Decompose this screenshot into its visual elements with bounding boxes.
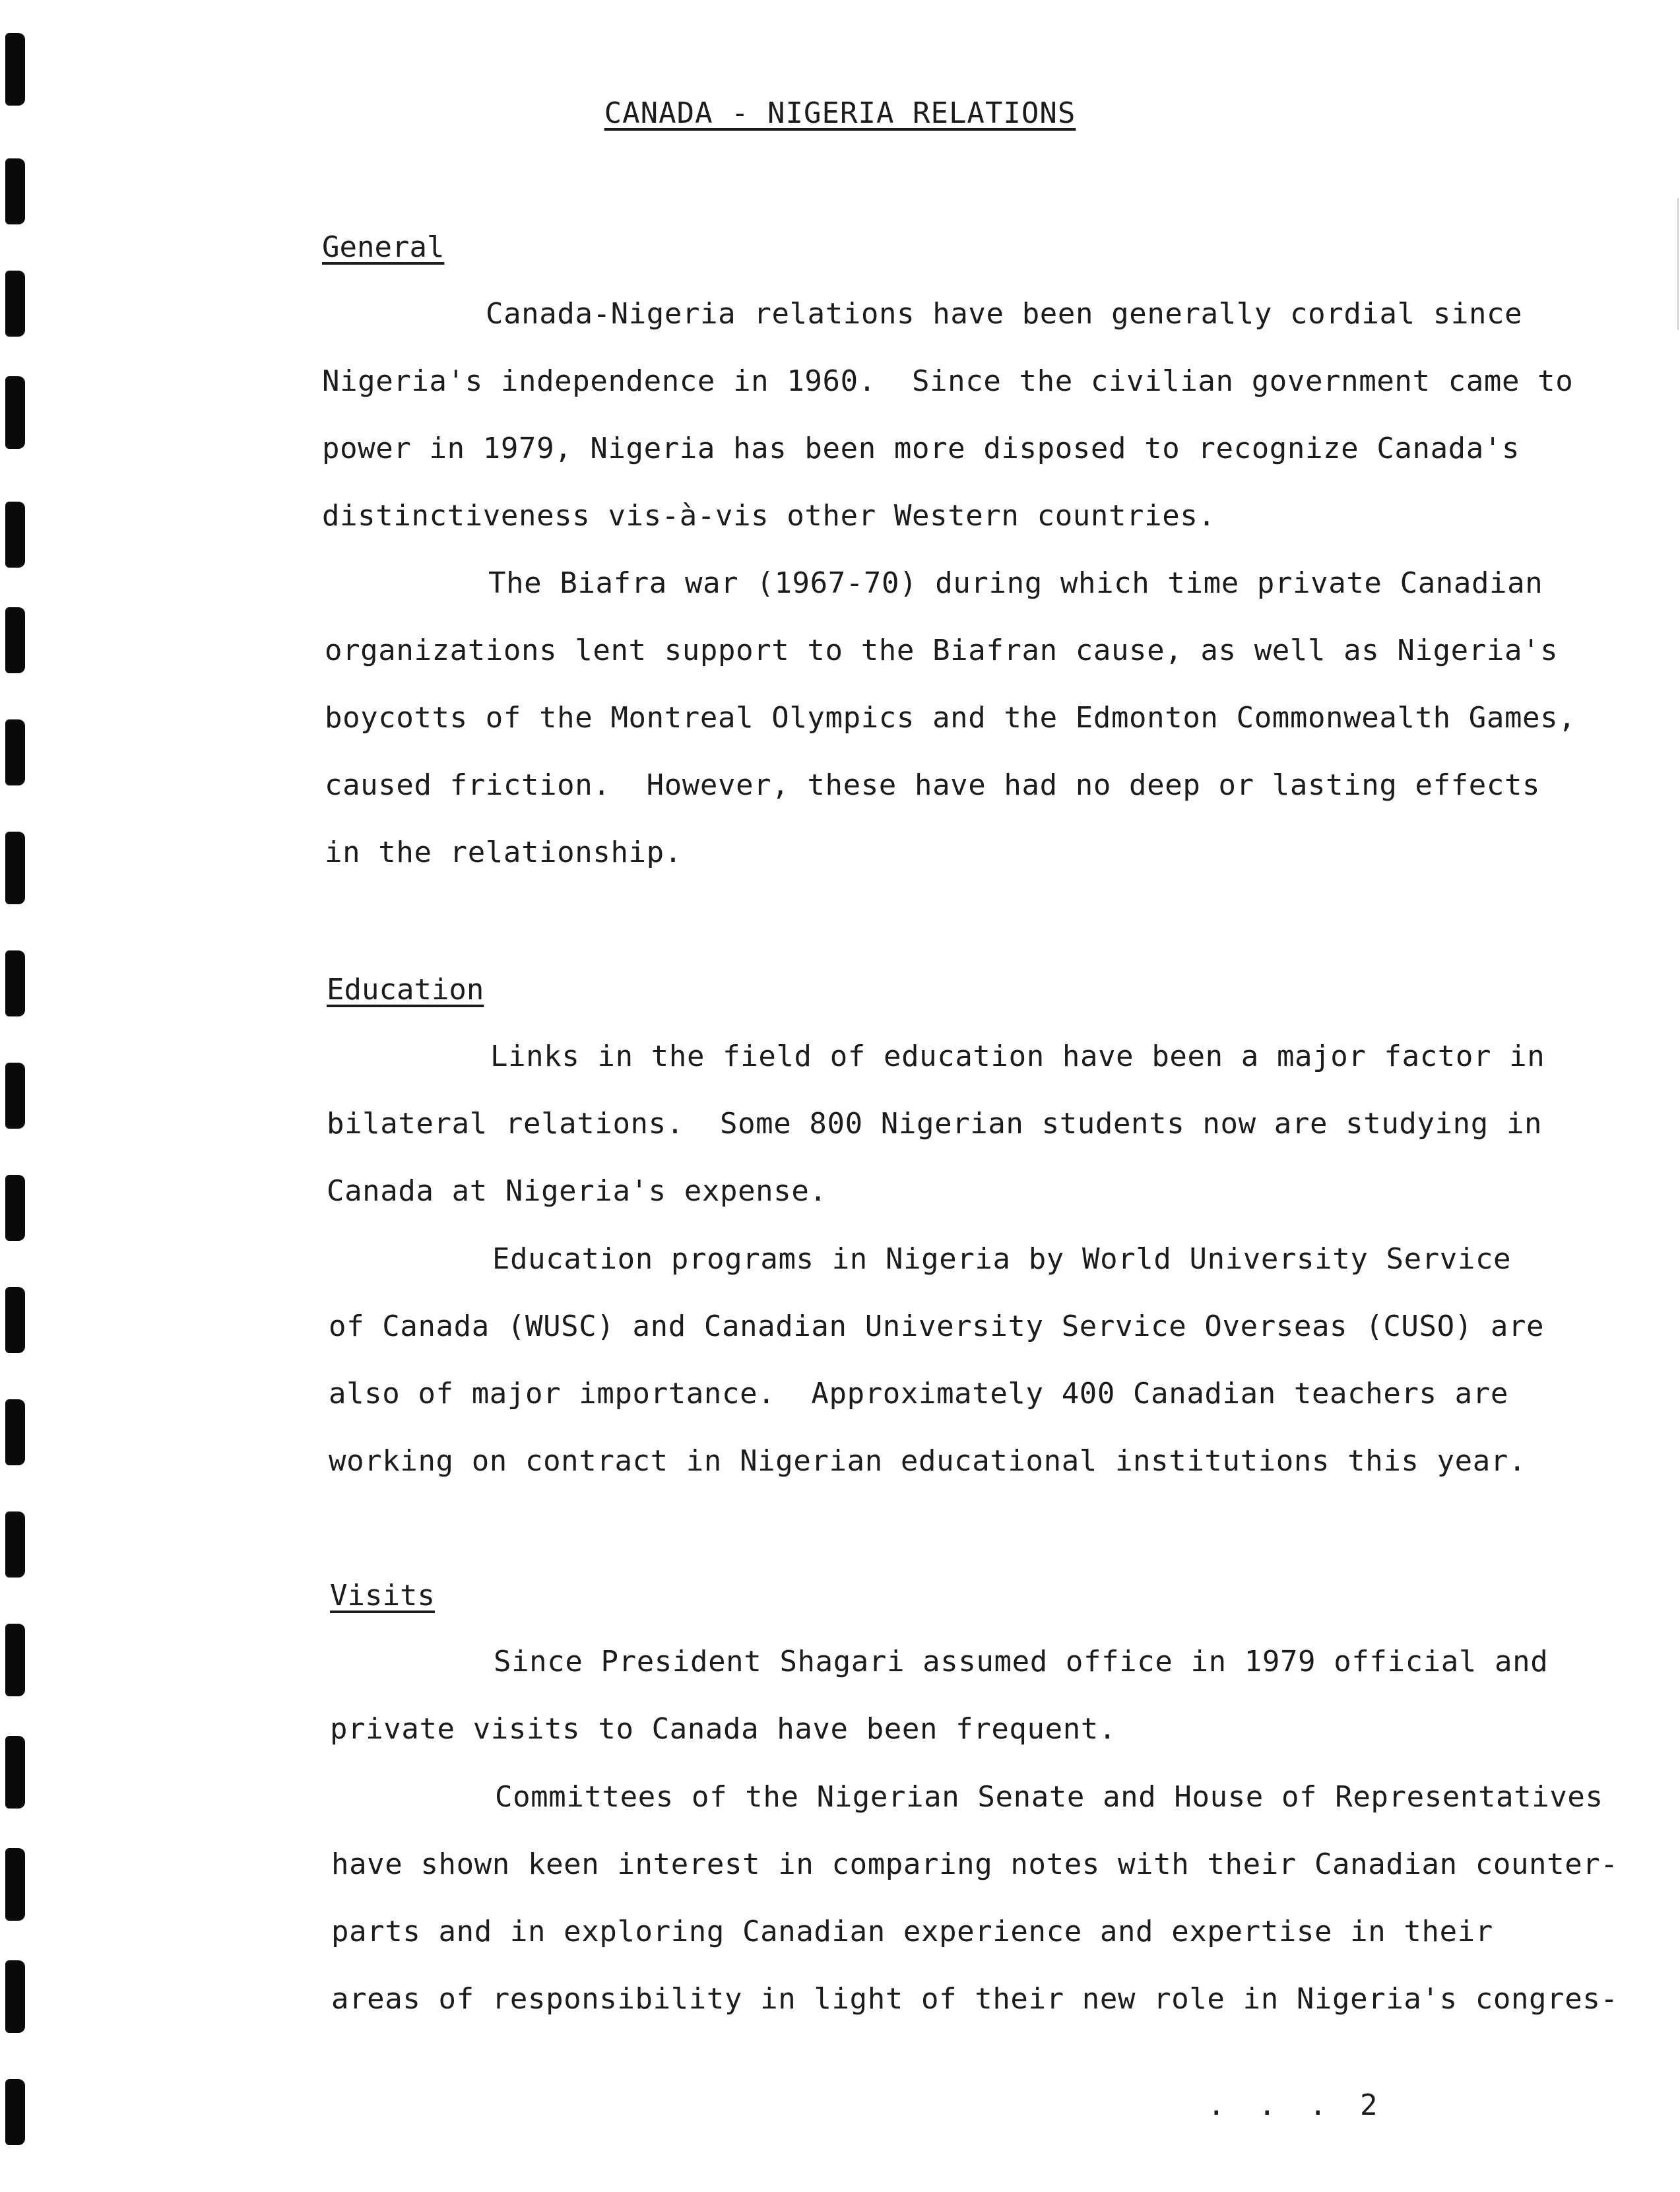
paragraph-line: also of major importance. Approximately 400 Canadian teachers are [329,1377,1508,1411]
section-heading-visits: Visits [330,1579,435,1612]
paragraph-line: Nigeria's independence in 1960. Since the civilian government came to [322,364,1574,398]
paragraph [327,1023,1545,1225]
paragraph-line: caused friction. However, these have had no deep or lasting effects [325,768,1541,802]
punch-hole [5,1624,25,1696]
paragraph-line: Canada at Nigeria's expense. [327,1174,827,1208]
punch-hole [5,1960,25,2033]
paragraph-line: Canada-Nigeria relations have been generally cordial since [486,297,1523,331]
punch-hole [5,1287,25,1353]
page-continuation-indicator: . . . 2 [1208,2088,1386,2122]
paragraph-line: bilateral relations. Some 800 Nigerian students now are studying in [327,1107,1543,1141]
punch-hole [5,1736,25,1809]
paragraph-line: The Biafra war (1967-70) during which time private Canadian [488,566,1543,600]
punch-hole [5,719,25,785]
paragraph-line: Links in the field of education have been a major factor in [490,1040,1545,1073]
paragraph-line: have shown keen interest in comparing notes with their Canadian counter- [331,1847,1619,1881]
page-edge-mark [1677,198,1679,330]
paragraph-line: private visits to Canada have been frequent. [330,1712,1116,1746]
paragraph-line: of Canada (WUSC) and Canadian University Service Overseas (CUSO) are [329,1310,1545,1343]
paragraph [329,1226,1544,1495]
section-heading-general: General [322,230,445,264]
paragraph-line: Education programs in Nigeria by World University Service [492,1242,1512,1276]
punch-hole [5,2079,25,2145]
paragraph-line: in the relationship. [325,836,682,869]
punch-hole [5,1175,25,1241]
paragraph-line: working on contract in Nigerian educational institutions this year. [329,1444,1527,1478]
paragraph [325,550,1576,886]
punch-hole [5,1399,25,1465]
paragraph [330,1628,1548,1763]
paragraph [322,281,1573,550]
section-heading-education: Education [327,973,484,1007]
paragraph-line: Since President Shagari assumed office in 1979 official and [494,1645,1549,1678]
punch-hole [5,607,25,673]
paragraph-line: power in 1979, Nigeria has been more disposed to recognize Canada's [322,432,1520,465]
paragraph-line: parts and in exploring Canadian experience and expertise in their [331,1915,1493,1948]
punch-hole [5,950,25,1016]
document-title: CANADA - NIGERIA RELATIONS [604,96,1076,130]
punch-hole [5,1511,25,1578]
paragraph-line: areas of responsibility in light of their new role in Nigeria's congres- [331,1982,1619,2016]
punch-hole [5,376,25,449]
punch-hole [5,158,25,224]
punch-hole [5,1063,25,1129]
punch-hole [5,271,25,337]
punch-hole [5,832,25,904]
paragraph [331,1764,1619,2033]
punch-hole [5,502,25,568]
punch-hole [5,1848,25,1921]
paragraph-line: Committees of the Nigerian Senate and House of Representatives [495,1780,1603,1814]
paragraph-line: organizations lent support to the Biafran cause, as well as Nigeria's [325,634,1559,667]
paragraph-line: boycotts of the Montreal Olympics and the Edmonton Commonwealth Games, [325,701,1576,735]
paragraph-line: distinctiveness vis-à-vis other Western countries. [322,499,1216,533]
